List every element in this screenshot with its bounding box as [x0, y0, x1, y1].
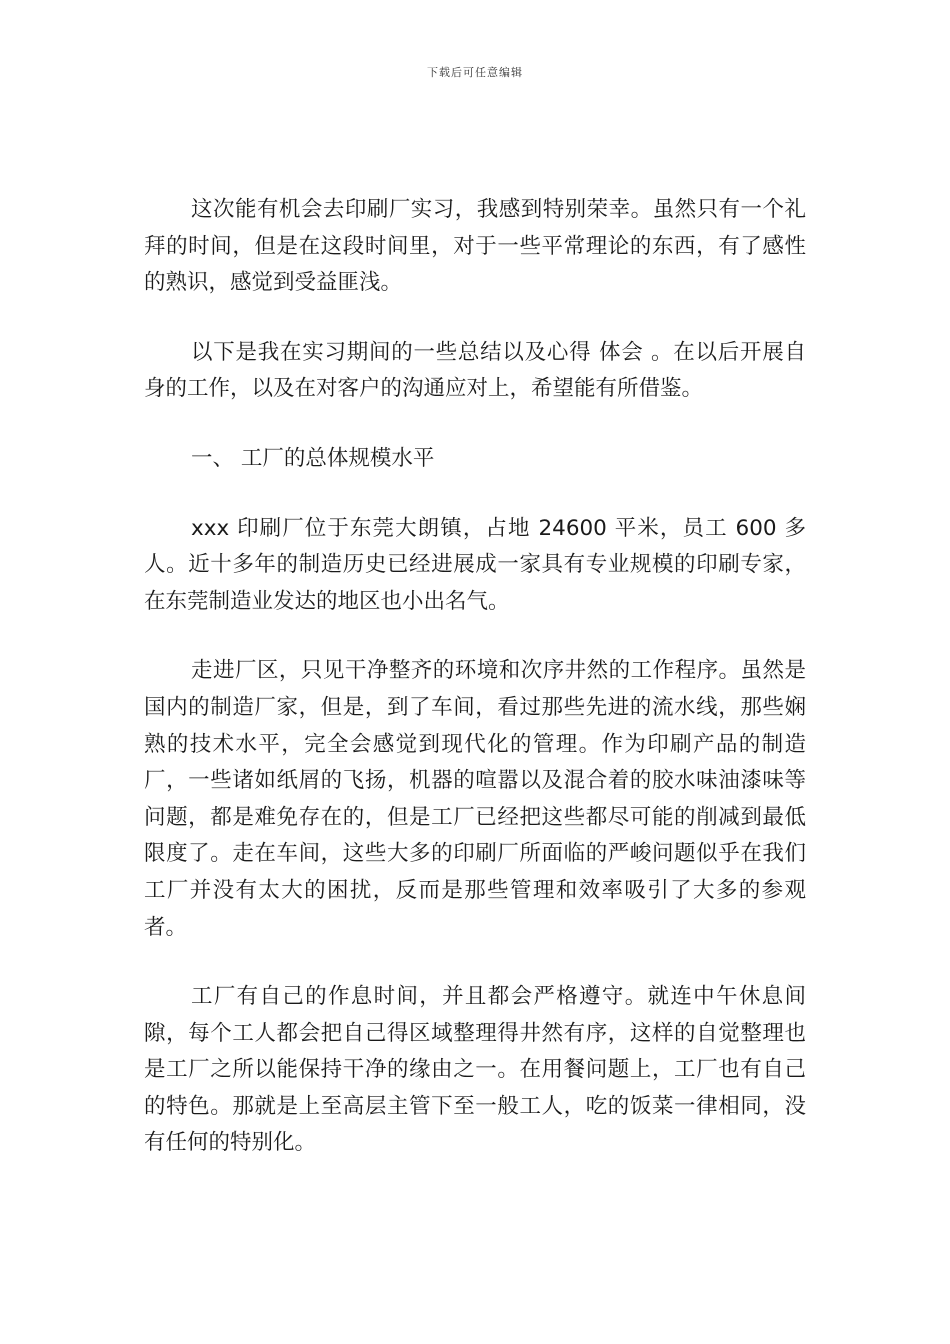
page-header: 下载后可任意编辑 [427, 66, 523, 79]
paragraph-intro: 这次能有机会去印刷厂实习，我感到特别荣幸。虽然只有一个礼拜的时间，但是在这段时间里，对于一些平常理论的东西，有了感性的熟识，感觉到受益匪浅。 [144, 197, 806, 296]
section-heading: 一、 工厂的总体规模水平 [191, 445, 435, 471]
paragraph-factory-overview: xxx 印刷厂位于东莞大朗镇，占地 24600 平米，员工 600 多人。近十多年的制造历史已经进展成一家具有专业规模的印刷专家，在东莞制造业发达的地区也小出名气。 [144, 515, 806, 614]
document-body [144, 192, 806, 1195]
paragraph-factory-environment: 走进厂区，只见干净整齐的环境和次序井然的工作程序。虽然是国内的制造厂家，但是，到了车间，看过那些先进的流水线，那些娴熟的技术水平，完全会感觉到现代化的管理。作为印刷产品的制造厂，一些诸如纸屑的飞扬，机器的喧嚣以及混合着的胶水味油漆味等问题，都是难免存在的，但是工厂已经把这些都尽可能的削减到最低限度了。走在车间，这些大多的印刷厂所面临的严峻问题似乎在我们工厂并没有太大的困扰，反而是那些管理和效率吸引了大多的参观者。 [144, 658, 806, 940]
paragraph-summary: 以下是我在实习期间的一些总结以及心得 体会 。在以后开展自身的工作，以及在对客户的沟通应对上，希望能有所借鉴。 [144, 339, 806, 402]
paragraph-factory-schedule: 工厂有自己的作息时间，并且都会严格遵守。就连中午休息间隙，每个工人都会把自己得区域整理得井然有序，这样的自觉整理也是工厂之所以能保持干净的缘由之一。在用餐问题上，工厂也有自己的特色。那就是上至高层主管下至一般工人，吃的饭菜一律相同，没有任何的特别化。 [144, 984, 806, 1156]
